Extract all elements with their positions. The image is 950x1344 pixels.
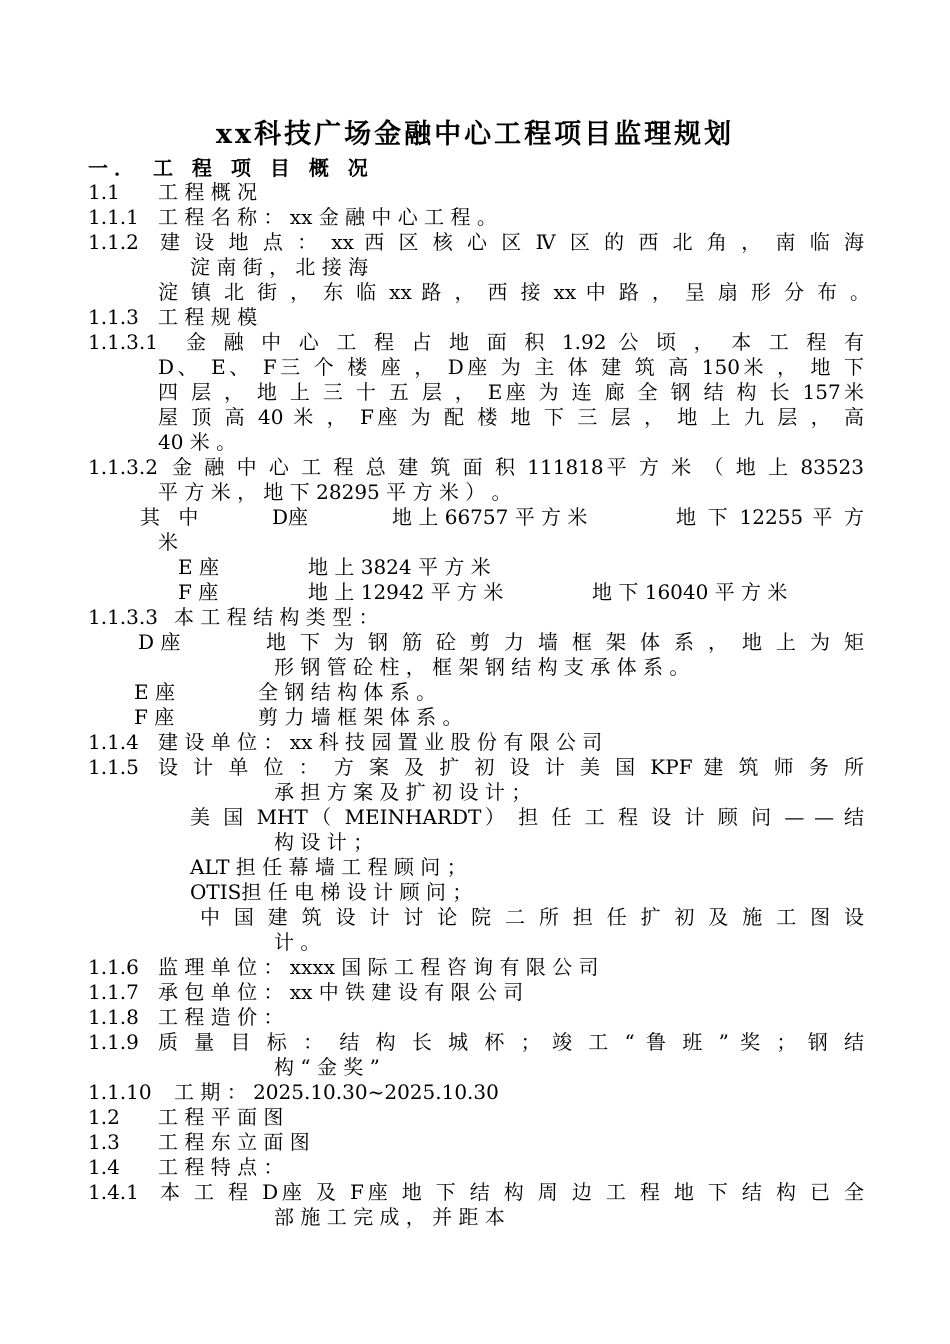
item-text: 承 包 单 位 ： xx 中 铁 建 设 有 限 公 司 xyxy=(158,980,524,1004)
item-text: 金 融 中 心 工 程 总 建 筑 面 积 111818平 方 米 （ 地 上 83523 xyxy=(172,455,864,479)
item-text: 设 计 单 位 ： 方 案 及 扩 初 设 计 美 国 KPF 建 筑 师 务 所 xyxy=(158,755,864,779)
item-text: 质 量 目 标 ： 结 构 长 城 杯 ； 竣 工 “ 鲁 班 ” 奖 ； 钢 结 xyxy=(158,1030,864,1054)
item-text-continued: 承 担 方 案 及 扩 初 设 计 ； xyxy=(274,780,532,804)
area-above-ground: 地 上 12942 平 方 米 xyxy=(308,580,504,604)
item-number: 1.1.3 xyxy=(88,305,139,329)
area-above-ground: 地 上 3824 平 方 米 xyxy=(308,555,491,579)
item-text-continued: 40 米 。 xyxy=(158,430,237,454)
item-text-continued: 构 “ 金 奖 ” xyxy=(274,1055,380,1079)
item-text-continued: 构 设 计 ； xyxy=(274,830,374,854)
item-text-continued: 平 方 米 ， 地 下 28295 平 方 米 ） 。 xyxy=(158,480,512,504)
item-text: 工 程 造 价 ： xyxy=(158,1005,284,1029)
item-text: 工 程 概 况 xyxy=(158,180,258,204)
item-number: 1.4.1 xyxy=(88,1180,139,1204)
document-title: xx科技广场金融中心工程项目监理规划 xyxy=(215,119,735,150)
item-number: 1.1.6 xyxy=(88,955,139,979)
building-name: E 座 xyxy=(134,680,175,704)
section-heading: 一． 工 程 项 目 概 况 xyxy=(88,156,374,180)
item-number: 1.1.5 xyxy=(88,755,139,779)
area-below-ground: 地 下 16040 平 方 米 xyxy=(592,580,788,604)
item-text: 本 工 程 D座 及 F座 地 下 结 构 周 边 工 程 地 下 结 构 已 全 xyxy=(160,1180,864,1204)
item-number: 1.1.2 xyxy=(88,230,139,254)
item-number: 1.1.8 xyxy=(88,1005,139,1029)
item-text-continued: 屋 顶 高 40 米 ， F座 为 配 楼 地 下 三 层 ， 地 上 九 层 ， 高 xyxy=(158,405,864,429)
structure-description: 地 下 为 钢 筋 砼 剪 力 墙 框 架 体 系 ， 地 上 为 矩 xyxy=(266,630,864,654)
item-text-continued: 部 施 工 完 成 ， 并 距 本 xyxy=(274,1205,505,1229)
item-number: 1.1.3.3 xyxy=(88,605,158,629)
item-text-continued: ALT 担 任 幕 墙 工 程 顾 问 ； xyxy=(190,855,467,879)
item-text: 建 设 单 位 ： xx 科 技 园 置 业 股 份 有 限 公 司 xyxy=(158,730,603,754)
item-text: 金 融 中 心 工 程 占 地 面 积 1.92 公 顷 ， 本 工 程 有 xyxy=(186,330,864,354)
item-number: 1.4 xyxy=(88,1155,120,1179)
item-number: 1.1.1 xyxy=(88,205,139,229)
structure-description: 剪 力 墙 框 架 体 系 。 xyxy=(258,705,463,729)
item-text-continued: 淀 南 街 ， 北 接 海 xyxy=(190,255,369,279)
item-number: 1.3 xyxy=(88,1130,120,1154)
item-text-continued: 淀 镇 北 街 ， 东 临 xx 路 ， 西 接 xx 中 路 ， 呈 扇 形 分 布 。 xyxy=(158,280,870,304)
item-text: 工 程 名 称 ： xx 金 融 中 心 工 程 。 xyxy=(158,205,497,229)
item-text-continued: 计 。 xyxy=(274,930,321,954)
item-text: 工 程 规 模 xyxy=(158,305,258,329)
structure-description-continued: 形 钢 管 砼 柱 ， 框 架 钢 结 构 支 承 体 系 。 xyxy=(274,655,690,679)
item-number: 1.2 xyxy=(88,1105,120,1129)
item-number: 1.1.10 xyxy=(88,1080,152,1104)
item-text: 工 程 特 点 ： xyxy=(158,1155,284,1179)
area-above-ground: 地 上 66757 平 方 米 xyxy=(392,505,588,529)
item-text: 工 期 ： 2025.10.30~2025.10.30 xyxy=(174,1080,499,1104)
item-text-continued: 四 层 ， 地 上 三 十 五 层 ， E座 为 连 廊 全 钢 结 构 长 157米 xyxy=(158,380,864,404)
building-name: F 座 xyxy=(134,705,175,729)
item-text: 工 程 东 立 面 图 xyxy=(158,1130,310,1154)
structure-description: 全 钢 结 构 体 系 。 xyxy=(258,680,437,704)
building-name: D座 xyxy=(272,505,309,529)
item-text-continued: 中 国 建 筑 设 计 讨 论 院 二 所 担 任 扩 初 及 施 工 图 设 xyxy=(200,905,864,929)
item-number: 1.1 xyxy=(88,180,120,204)
item-number: 1.1.3.2 xyxy=(88,455,158,479)
item-text: 监 理 单 位 ： xxxx 国 际 工 程 咨 询 有 限 公 司 xyxy=(158,955,599,979)
table-label: 其 中 xyxy=(140,505,205,529)
item-number: 1.1.9 xyxy=(88,1030,139,1054)
item-text: 建 设 地 点 ： xx 西 区 核 心 区 Ⅳ 区 的 西 北 角 ， 南 临 海 xyxy=(160,230,864,254)
item-number: 1.1.7 xyxy=(88,980,139,1004)
item-text-continued: 美 国 MHT（ MEINHARDT） 担 任 工 程 设 计 顾 问 — — 结 xyxy=(190,805,864,829)
item-number: 1.1.4 xyxy=(88,730,139,754)
item-text: 工 程 平 面 图 xyxy=(158,1105,284,1129)
item-text-continued: 米 xyxy=(158,530,178,554)
building-name: D 座 xyxy=(138,630,181,654)
building-name: F 座 xyxy=(178,580,219,604)
item-text: 本 工 程 结 构 类 型 ： xyxy=(174,605,379,629)
building-name: E 座 xyxy=(178,555,219,579)
item-text-continued: OTIS担 任 电 梯 设 计 顾 问 ； xyxy=(190,880,473,904)
item-number: 1.1.3.1 xyxy=(88,330,158,354)
item-text-continued: D、 E、 F三 个 楼 座 ， D座 为 主 体 建 筑 高 150米 ， 地 下 xyxy=(158,355,864,379)
area-below-ground: 地 下 12255 平 方 xyxy=(676,505,864,529)
